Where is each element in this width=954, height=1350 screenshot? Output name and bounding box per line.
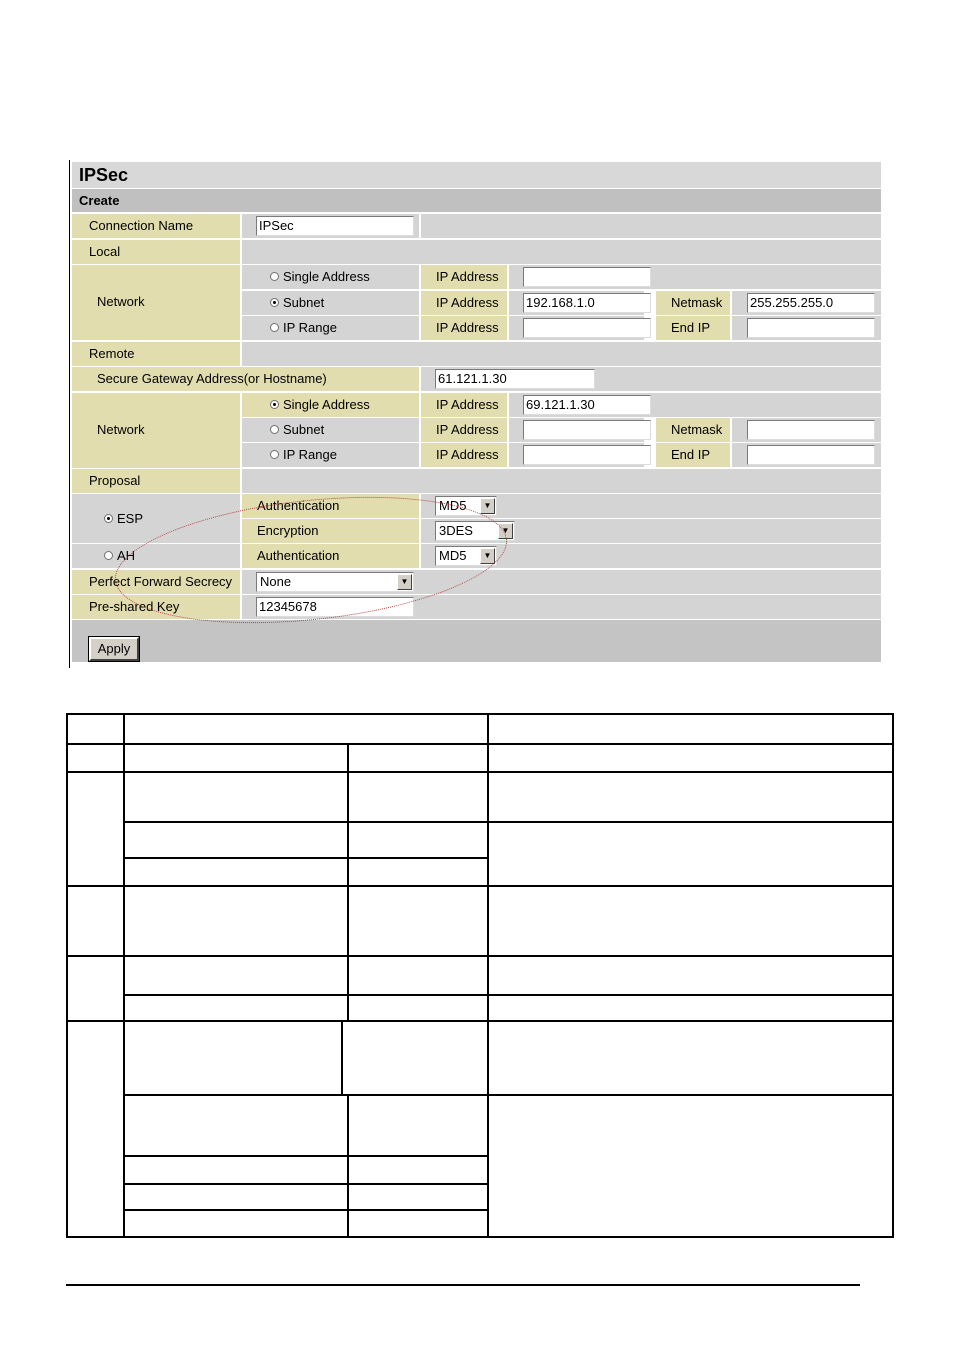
remote-network-label: Network	[97, 422, 145, 437]
remote-netmask-label: Netmask	[656, 418, 730, 442]
local-subnet-text: Subnet	[283, 295, 325, 310]
section-title: Create	[72, 189, 881, 212]
local-single-ip-label: IP Address	[421, 265, 507, 289]
local-label: Local	[72, 240, 240, 264]
remote-range-text: IP Range	[283, 447, 337, 462]
local-netmask-label: Netmask	[656, 291, 730, 315]
local-subnet-ip-input[interactable]: 192.168.1.0	[523, 293, 651, 313]
local-network-label: Network	[97, 294, 145, 309]
gateway-label: Secure Gateway Address(or Hostname)	[72, 367, 419, 391]
remote-endip-label: End IP	[656, 443, 730, 467]
page-title: IPSec	[72, 162, 881, 188]
remote-single-ip-label: IP Address	[421, 393, 507, 417]
pfs-label: Perfect Forward Secrecy	[72, 570, 240, 594]
local-single-text: Single Address	[283, 269, 370, 284]
esp-enc-label: Encryption	[242, 519, 419, 543]
gateway-input[interactable]: 61.121.1.30	[435, 369, 595, 389]
esp-text: ESP	[117, 511, 144, 526]
ah-auth-value: MD5	[439, 548, 467, 563]
connection-name-input[interactable]: IPSec	[256, 216, 414, 236]
pfs-value: None	[260, 574, 292, 589]
remote-single-text: Single Address	[283, 397, 370, 412]
chevron-down-icon[interactable]: ▼	[397, 574, 412, 590]
proposal-label: Proposal	[72, 469, 240, 493]
local-endip-label: End IP	[656, 316, 730, 340]
esp-enc-value: 3DES	[439, 523, 473, 538]
footer-rule	[66, 1284, 860, 1286]
connection-name-label: Connection Name	[72, 214, 240, 238]
local-subnet-ip-label: IP Address	[421, 291, 507, 315]
chevron-down-icon[interactable]: ▼	[480, 498, 495, 514]
local-netmask-input[interactable]: 255.255.255.0	[747, 293, 875, 313]
ah-text: AH	[117, 548, 136, 563]
chevron-down-icon[interactable]: ▼	[480, 548, 495, 564]
remote-single-ip-input[interactable]: 69.121.1.30	[523, 395, 651, 415]
remote-label: Remote	[72, 342, 240, 366]
apply-button[interactable]: Apply	[89, 637, 139, 661]
local-range-ip-label: IP Address	[421, 316, 507, 340]
remote-subnet-ip-label: IP Address	[421, 418, 507, 442]
psk-input[interactable]: 12345678	[256, 597, 414, 617]
ah-auth-label: Authentication	[242, 544, 419, 568]
remote-subnet-text: Subnet	[283, 422, 325, 437]
table-border	[67, 714, 893, 1237]
chevron-down-icon[interactable]: ▼	[498, 523, 513, 539]
psk-label: Pre-shared Key	[72, 595, 240, 619]
esp-auth-value: MD5	[439, 498, 467, 513]
remote-range-ip-label: IP Address	[421, 443, 507, 467]
local-range-text: IP Range	[283, 320, 337, 335]
esp-auth-label: Authentication	[242, 494, 419, 518]
